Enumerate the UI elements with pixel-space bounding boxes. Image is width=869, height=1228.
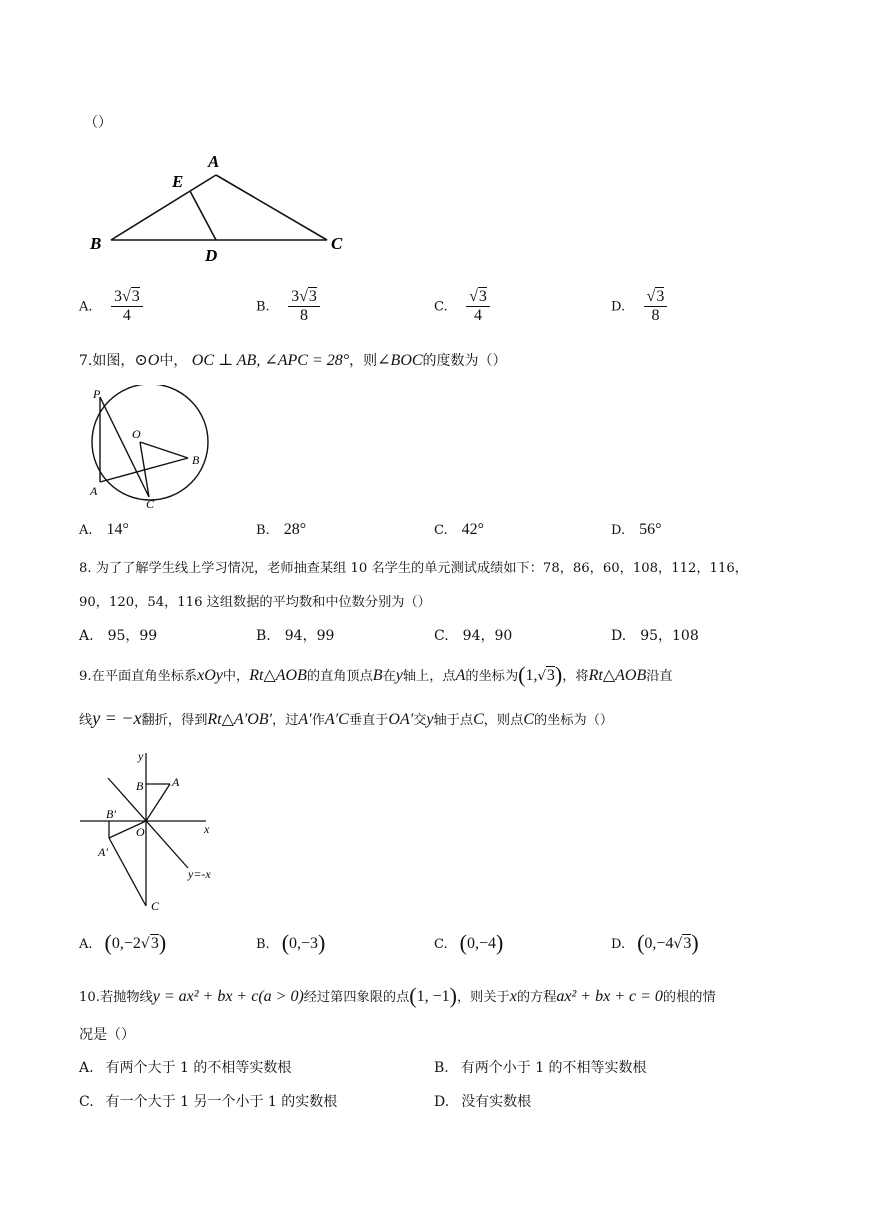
q7-stem: 7.如图，⊙O中， OC ⊥ AB, ∠APC = 28°，则∠BOC的度数为（） [79, 352, 507, 369]
fraction: $\frac{√3}{4}$ [466, 288, 490, 325]
label-line-y-neg-x: y=-x [188, 867, 211, 881]
q7-option-a[interactable]: A. 14° [79, 521, 129, 538]
label-D: D [205, 246, 218, 265]
option-label: C. [434, 299, 448, 315]
label-O: O [136, 825, 145, 839]
q8-option-b[interactable]: B. 94，99 [256, 628, 335, 644]
q8-line1: 8. 为了了解学生线上学习情况，老师抽查某组 10 名学生的单元测试成绩如下：78，86，60，108，112，116， [79, 561, 748, 576]
label-B: B [90, 234, 102, 253]
q8-option-d[interactable]: D. 95，108 [611, 628, 699, 644]
label-A: A [172, 775, 180, 789]
label-C: C [151, 899, 160, 913]
label-B: B [192, 453, 200, 467]
q7-option-c[interactable]: C. 42° [434, 521, 485, 538]
label-C: C [146, 497, 155, 510]
q9-line2: 线y = −x翻折，得到Rt△A′OB′，过A′作A′C垂直于OA′交y轴于点C，则点C的坐标为（） [79, 708, 614, 728]
q9-option-a[interactable]: A. (0,−2√3) [79, 930, 167, 955]
option-label: D. [611, 299, 626, 315]
option-label: B. [256, 299, 270, 315]
fraction: $\frac{√3}{8}$ [644, 288, 668, 325]
label-O: O [132, 427, 141, 441]
q10-line1: 10.若抛物线y = ax² + bx + c(a > 0)经过第四象限的点(1, −1)，则关于x的方程ax² + bx + c = 0的根的情 [79, 983, 716, 1008]
label-A: A [90, 484, 98, 498]
fraction: $\frac{3√3}{4}$ [111, 288, 143, 325]
q10-option-b[interactable]: B. 有两个小于 1 的不相等实数根 [434, 1060, 647, 1076]
q10-option-a[interactable]: A. 有两个大于 1 的不相等实数根 [79, 1060, 292, 1076]
q9-option-c[interactable]: C. (0,−4) [434, 930, 504, 955]
label-A-prime: A′ [98, 845, 108, 859]
label-x-axis: x [204, 822, 210, 836]
q9-option-d[interactable]: D. (0,−4√3) [611, 930, 699, 955]
option-label: A. [79, 299, 93, 315]
q6-option-a[interactable] [79, 288, 143, 325]
q6-triangle-figure [80, 145, 370, 270]
label-y-axis: y [138, 749, 144, 763]
q10-option-c[interactable]: C. 有一个大于 1 另一个小于 1 的实数根 [79, 1094, 338, 1110]
label-C: C [331, 234, 343, 253]
fraction: $\frac{3√3}{8}$ [288, 288, 320, 325]
q6-option-d[interactable] [611, 288, 667, 325]
q10-option-d[interactable]: D. 没有实数根 [434, 1094, 532, 1110]
q8-line2: 90，120，54，116 这组数据的平均数和中位数分别为（） [79, 595, 431, 610]
q9-line1: 9.在平面直角坐标系xOy中，Rt△AOB的直角顶点B在y轴上，点A的坐标为(1,√3)，将Rt△AOB沿直 [79, 662, 673, 687]
q6-option-c[interactable] [434, 288, 490, 325]
label-P: P [93, 387, 101, 401]
label-B-prime: B′ [106, 807, 116, 821]
q6-tail: （） [84, 115, 112, 131]
q8-option-c[interactable]: C. 94，90 [434, 628, 513, 644]
q7-circle-figure [80, 385, 220, 510]
q7-option-d[interactable]: D. 56° [611, 521, 662, 538]
label-B: B [136, 779, 144, 793]
q9-option-b[interactable]: B. (0,−3) [256, 930, 326, 955]
label-A: A [208, 152, 220, 171]
q10-line2: 况是（） [79, 1027, 135, 1043]
label-E: E [172, 172, 184, 191]
q9-coordinate-figure [78, 748, 228, 918]
q6-option-b[interactable] [256, 288, 320, 325]
q8-option-a[interactable]: A. 95，99 [79, 628, 158, 644]
q7-option-b[interactable]: B. 28° [256, 521, 307, 538]
